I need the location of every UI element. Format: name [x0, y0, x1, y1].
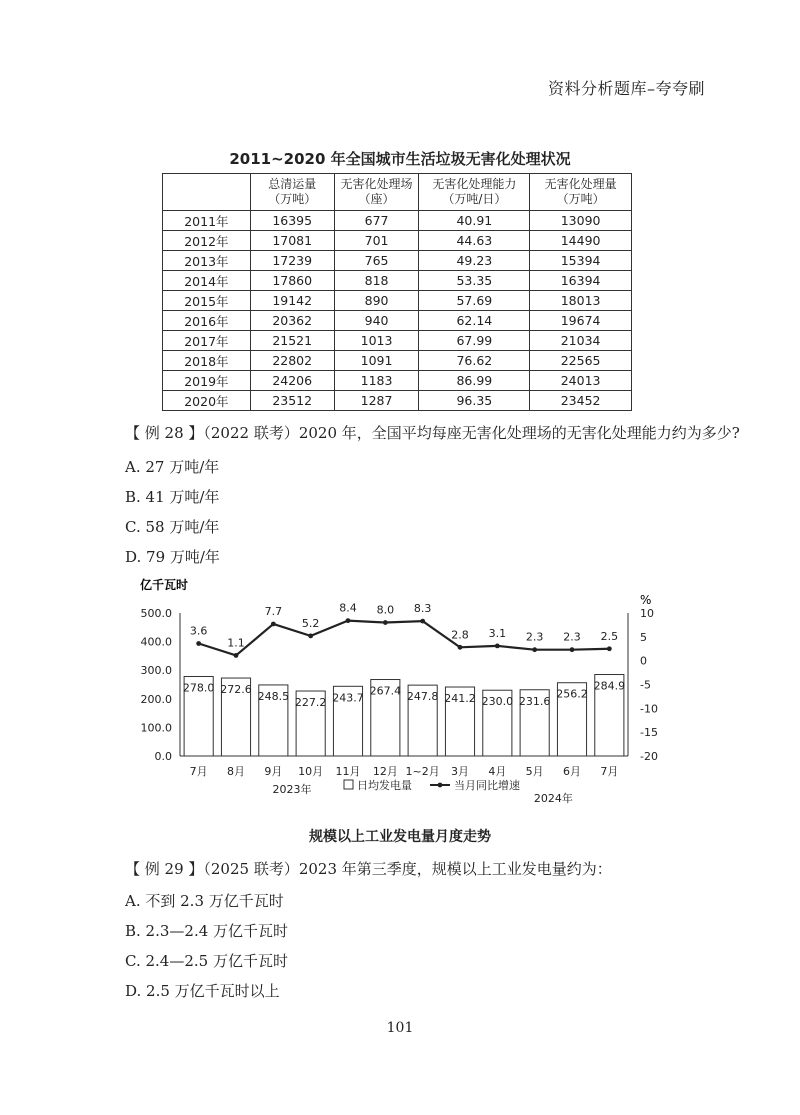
right-tick-label: 10 — [640, 607, 654, 620]
table-cell: 2012年 — [163, 231, 251, 251]
header-cell-3 — [419, 174, 530, 211]
legend-line-label: 当月同比增速 — [454, 779, 520, 792]
growth-point — [495, 643, 500, 648]
table-cell: 677 — [334, 211, 419, 231]
table-cell: 21521 — [250, 331, 334, 351]
header-cell-4 — [530, 174, 632, 211]
table-cell: 53.35 — [419, 271, 530, 291]
table-cell: 2014年 — [163, 271, 251, 291]
right-tick-label: -15 — [640, 726, 658, 740]
table-cell: 2018年 — [163, 351, 251, 371]
question-28-stem: 【 例 28 】（2022 联考）2020 年，全国平均每座无害化处理场的无害化处理能力约为多少? — [125, 424, 740, 442]
x-tick-label: 6月 — [563, 765, 581, 778]
table-cell: 17860 — [250, 271, 334, 291]
growth-point — [458, 645, 463, 650]
table-cell: 19674 — [530, 311, 632, 331]
table-row — [163, 211, 632, 231]
growth-value-label: 8.3 — [413, 602, 432, 616]
table-cell: 57.69 — [419, 291, 530, 311]
right-tick-label: -20 — [640, 750, 658, 763]
table-cell: 14490 — [530, 231, 632, 251]
table-cell: 62.14 — [419, 311, 530, 331]
header-cell-1 — [250, 174, 334, 211]
x-tick-label: 1~2月 — [405, 765, 440, 778]
table-cell: 24013 — [530, 371, 632, 391]
left-tick-label: 200.0 — [140, 692, 172, 706]
right-tick-label: 5 — [640, 630, 647, 644]
bar-value-label: 230.0 — [481, 695, 514, 709]
table-cell: 17081 — [250, 231, 334, 251]
x-tick-label: 11月 — [335, 765, 361, 778]
growth-point — [532, 647, 537, 652]
table-cell: 16395 — [250, 211, 334, 231]
page-number: 101 — [386, 1020, 414, 1036]
table-cell: 1287 — [334, 391, 419, 411]
table-cell: 2017年 — [163, 331, 251, 351]
table-cell: 86.99 — [419, 371, 530, 391]
right-axis-label: % — [640, 593, 652, 607]
table-header-row — [163, 174, 632, 211]
header-line: 无害化处理量 — [544, 177, 617, 191]
data-table — [162, 173, 632, 411]
table-cell: 44.63 — [419, 231, 530, 251]
growth-value-label: 2.8 — [451, 628, 469, 642]
table-row — [163, 391, 632, 411]
year-label-2023: 2023年 — [272, 783, 312, 796]
right-tick-label: 0 — [640, 654, 647, 668]
question-28-option-d: D. 79 万吨/年 — [125, 548, 220, 566]
right-tick-label: -5 — [640, 678, 651, 692]
x-tick-label: 5月 — [525, 765, 544, 778]
left-tick-label: 400.0 — [140, 635, 172, 649]
x-tick-label: 10月 — [298, 765, 324, 778]
table-cell: 1013 — [334, 331, 419, 351]
growth-point — [420, 619, 425, 624]
table-cell: 890 — [334, 291, 419, 311]
x-tick-label: 4月 — [488, 765, 507, 778]
bar-value-label: 231.6 — [518, 694, 551, 708]
header-unit: （万吨） — [268, 192, 317, 206]
table-cell: 23452 — [530, 391, 632, 411]
left-tick-label: 100.0 — [140, 721, 172, 735]
table-cell: 701 — [334, 231, 419, 251]
bar-value-label: 256.2 — [556, 687, 588, 701]
growth-point — [346, 618, 351, 623]
table-cell: 2015年 — [163, 291, 251, 311]
table-cell: 13090 — [530, 211, 632, 231]
table-cell: 76.62 — [419, 351, 530, 371]
x-tick-label: 9月 — [264, 765, 283, 778]
table-cell: 2011年 — [163, 211, 251, 231]
table-cell: 40.91 — [419, 211, 530, 231]
question-29-option-b: B. 2.3—2.4 万亿千瓦时 — [125, 922, 289, 940]
header-line: 无害化处理场 — [340, 177, 413, 191]
table-cell: 20362 — [250, 311, 334, 331]
growth-value-label: 8.0 — [376, 603, 395, 617]
table-cell: 96.35 — [419, 391, 530, 411]
growth-point — [308, 633, 313, 638]
table-row — [163, 251, 632, 271]
question-28-option-a: A. 27 万吨/年 — [125, 458, 220, 476]
table-cell: 1183 — [334, 371, 419, 391]
table-row — [163, 371, 632, 391]
header-line: 总清运量 — [268, 177, 317, 191]
table-cell: 19142 — [250, 291, 334, 311]
left-axis-label: 亿千瓦时 — [140, 578, 189, 592]
table-row — [163, 351, 632, 371]
growth-point — [271, 622, 276, 627]
growth-point — [196, 641, 201, 646]
growth-value-label: 3.1 — [488, 626, 507, 640]
growth-value-label: 7.7 — [264, 604, 283, 618]
growth-point — [383, 620, 388, 625]
left-tick-label: 300.0 — [140, 664, 172, 678]
page-header: 资料分析题库–夸夸刷 — [547, 79, 705, 98]
table-cell: 2020年 — [163, 391, 251, 411]
table-title: 2011~2020 年全国城市生活垃圾无害化处理状况 — [229, 150, 571, 168]
bar-value-label: 243.7 — [332, 691, 364, 705]
table-cell: 17239 — [250, 251, 334, 271]
table-cell: 24206 — [250, 371, 334, 391]
growth-value-label: 5.2 — [301, 616, 320, 630]
right-tick-label: -10 — [640, 702, 658, 716]
question-29-option-a: A. 不到 2.3 万亿千瓦时 — [125, 892, 284, 910]
table-cell: 16394 — [530, 271, 632, 291]
table-cell: 22802 — [250, 351, 334, 371]
growth-point — [607, 646, 612, 651]
bar-value-label: 227.2 — [294, 696, 327, 710]
table-cell: 67.99 — [419, 331, 530, 351]
table-cell: 21034 — [530, 331, 632, 351]
bar-value-label: 241.2 — [444, 692, 476, 706]
legend-line-marker — [438, 783, 443, 788]
table-cell: 22565 — [530, 351, 632, 371]
growth-value-label: 2.5 — [600, 629, 619, 643]
legend-bar-swatch — [344, 780, 353, 789]
bar-value-label: 267.4 — [369, 684, 402, 698]
table-cell: 940 — [334, 311, 419, 331]
growth-point — [234, 653, 239, 658]
header-unit: （万吨/日） — [442, 192, 507, 206]
table-cell: 15394 — [530, 251, 632, 271]
bar-value-label: 248.5 — [257, 689, 290, 703]
growth-value-label: 8.4 — [339, 601, 357, 615]
question-28-option-c: C. 58 万吨/年 — [125, 518, 220, 536]
table-cell: 2013年 — [163, 251, 251, 271]
table-cell: 18013 — [530, 291, 632, 311]
bar-line-chart — [120, 575, 680, 823]
growth-point — [570, 647, 575, 652]
table-row — [163, 331, 632, 351]
header-line: 无害化处理能力 — [432, 177, 517, 191]
table-cell: 2019年 — [163, 371, 251, 391]
table-cell: 23512 — [250, 391, 334, 411]
bar-value-label: 284.9 — [593, 679, 626, 693]
table-cell: 2016年 — [163, 311, 251, 331]
growth-line — [199, 621, 610, 656]
growth-value-label: 2.3 — [525, 630, 544, 644]
growth-value-label: 3.6 — [189, 624, 208, 638]
question-29-stem: 【 例 29 】（2025 联考）2023 年第三季度，规模以上工业发电量约为： — [125, 860, 612, 878]
table-row — [163, 231, 632, 251]
growth-value-label: 2.3 — [563, 630, 581, 644]
table-cell: 765 — [334, 251, 419, 271]
table-row — [163, 311, 632, 331]
question-29-option-d: D. 2.5 万亿千瓦时以上 — [125, 982, 280, 1000]
left-tick-label: 0.0 — [154, 750, 172, 763]
x-tick-label: 7月 — [189, 765, 208, 778]
table-cell: 49.23 — [419, 251, 530, 271]
legend-bar-label: 日均发电量 — [357, 779, 412, 792]
header-cell-2 — [334, 174, 419, 211]
x-tick-label: 8月 — [227, 765, 245, 778]
bar-value-label: 278.0 — [182, 681, 215, 695]
chart-title: 规模以上工业发电量月度走势 — [309, 829, 491, 845]
left-tick-label: 500.0 — [140, 607, 172, 620]
table-row — [163, 291, 632, 311]
table-cell: 818 — [334, 271, 419, 291]
growth-value-label: 1.1 — [227, 636, 245, 650]
x-tick-label: 7月 — [600, 765, 619, 778]
header-unit: （座） — [358, 192, 395, 206]
x-tick-label: 12月 — [372, 765, 398, 778]
year-label-2024: 2024年 — [533, 792, 573, 805]
table-cell: 1091 — [334, 351, 419, 371]
bar-value-label: 272.6 — [220, 683, 252, 697]
question-28-option-b: B. 41 万吨/年 — [125, 488, 220, 506]
header-unit: （万吨） — [556, 192, 605, 206]
question-29-option-c: C. 2.4—2.5 万亿千瓦时 — [125, 952, 288, 970]
bar-value-label: 247.8 — [406, 690, 439, 704]
header-cell-0 — [163, 174, 251, 211]
x-tick-label: 3月 — [451, 765, 469, 778]
table-row — [163, 271, 632, 291]
